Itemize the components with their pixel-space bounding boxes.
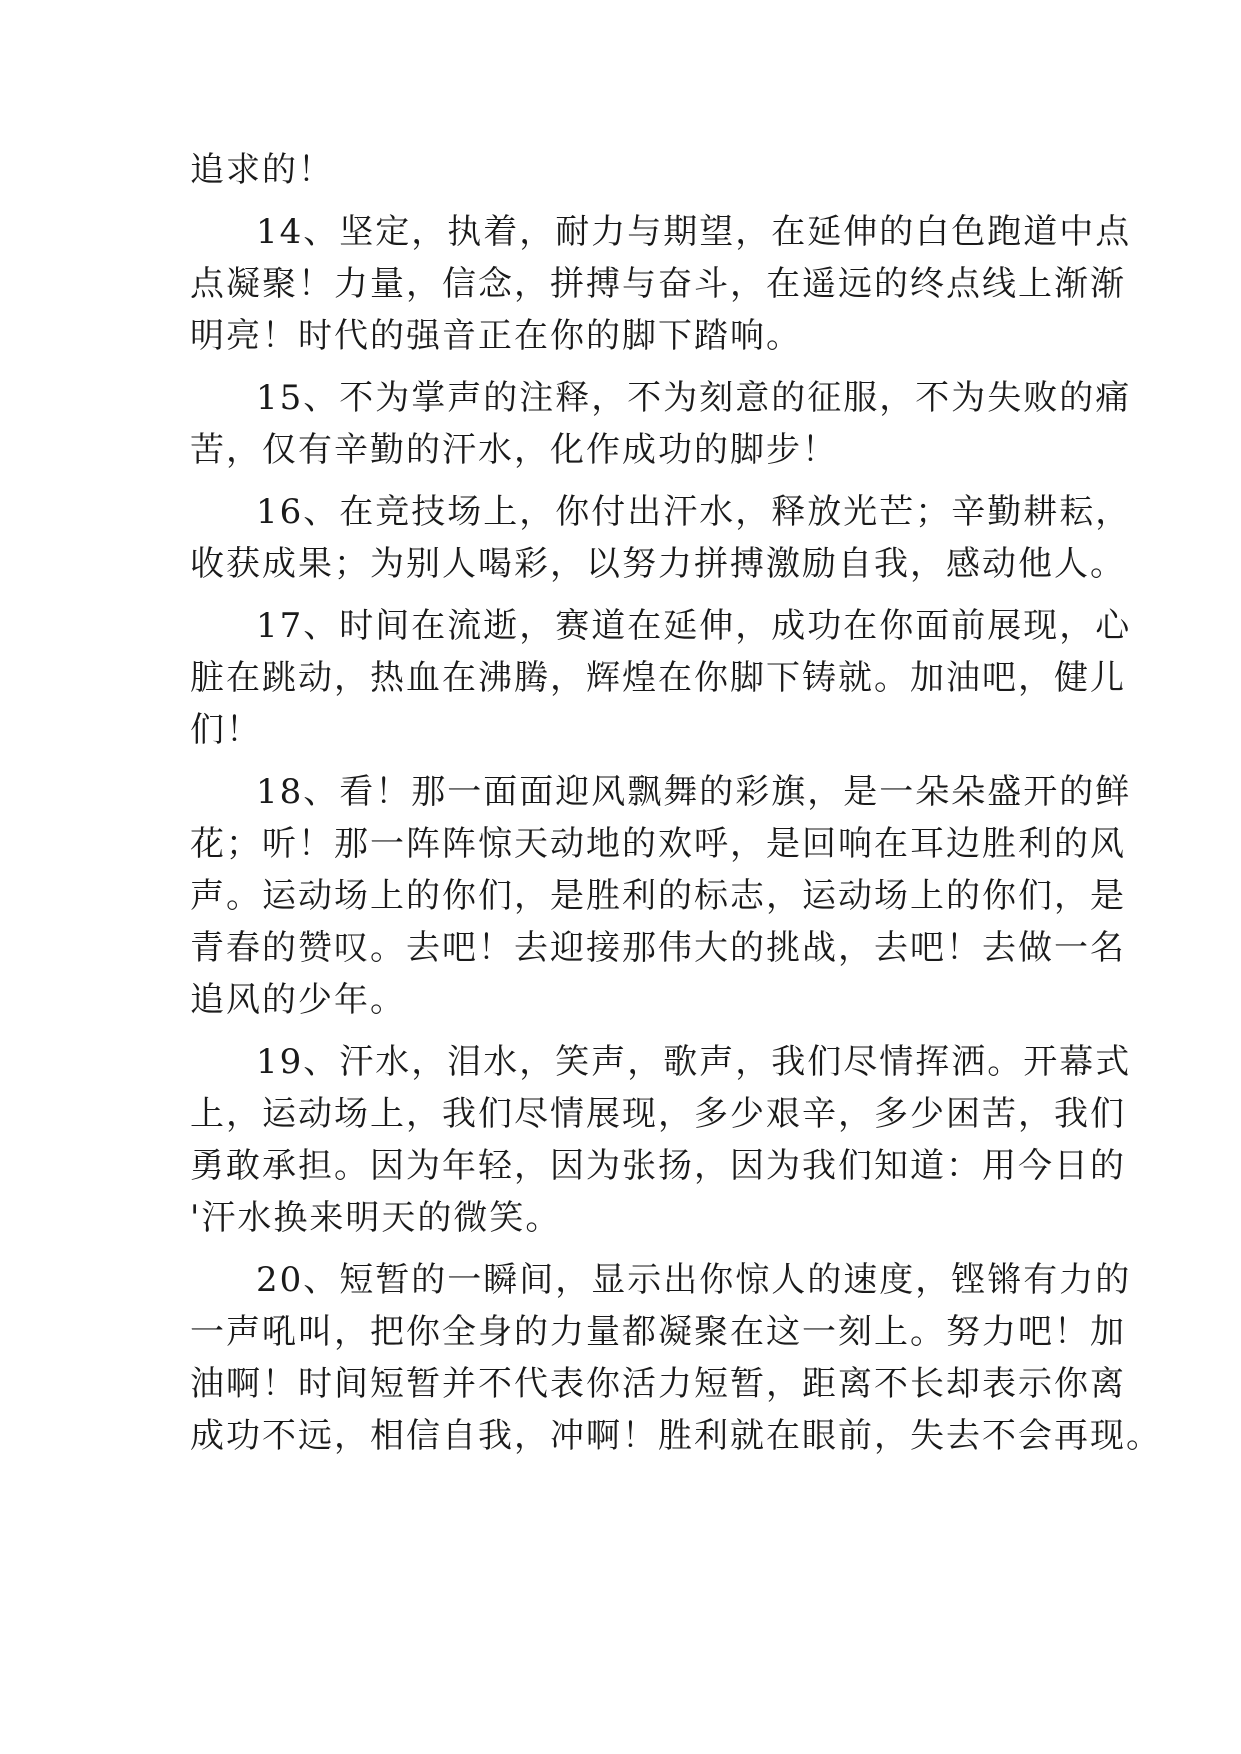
paragraph-19-line: 上，运动场上，我们尽情展现，多少艰辛，多少困苦，我们	[190, 1094, 1126, 1134]
paragraph-20-line: 成功不远，相信自我，冲啊！胜利就在眼前，失去不会再现。	[190, 1416, 1162, 1456]
paragraph-16-line: 收获成果；为别人喝彩，以努力拼搏激励自我，感动他人。	[190, 544, 1126, 584]
paragraph-16-line: 16、在竞技场上，你付出汗水，释放光芒；辛勤耕耘，	[256, 492, 1132, 532]
text-line: 追求的！	[190, 150, 334, 190]
paragraph-17-line: 17、时间在流逝，赛道在延伸，成功在你面前展现，心	[256, 606, 1132, 646]
paragraph-17-line: 脏在跳动，热血在沸腾，辉煌在你脚下铸就。加油吧，健儿	[190, 658, 1126, 698]
paragraph-18-line: 声。运动场上的你们，是胜利的标志，运动场上的你们，是	[190, 876, 1126, 916]
paragraph-14-line: 点凝聚！力量，信念，拼搏与奋斗，在遥远的终点线上渐渐	[190, 264, 1126, 304]
paragraph-20-line: 油啊！时间短暂并不代表你活力短暂，距离不长却表示你离	[190, 1364, 1126, 1404]
paragraph-14-line: 明亮！时代的强音正在你的脚下踏响。	[190, 316, 802, 356]
paragraph-15-line: 15、不为掌声的注释，不为刻意的征服，不为失败的痛	[256, 378, 1132, 418]
paragraph-18-line: 青春的赞叹。去吧！去迎接那伟大的挑战，去吧！去做一名	[190, 928, 1126, 968]
paragraph-18-line: 追风的少年。	[190, 980, 406, 1020]
paragraph-20-line: 20、短暂的一瞬间，显示出你惊人的速度，铿锵有力的	[256, 1260, 1132, 1300]
paragraph-14-line: 14、坚定，执着，耐力与期望，在延伸的白色跑道中点	[256, 212, 1132, 252]
paragraph-19-line: '汗水换来明天的微笑。	[190, 1198, 562, 1238]
paragraph-17-line: 们！	[190, 710, 262, 750]
paragraph-18-line: 花；听！那一阵阵惊天动地的欢呼，是回响在耳边胜利的风	[190, 824, 1126, 864]
paragraph-19-line: 勇敢承担。因为年轻，因为张扬，因为我们知道：用今日的	[190, 1146, 1126, 1186]
paragraph-15-line: 苦，仅有辛勤的汗水，化作成功的脚步！	[190, 430, 838, 470]
paragraph-18-line: 18、看！那一面面迎风飘舞的彩旗，是一朵朵盛开的鲜	[256, 772, 1132, 812]
paragraph-20-line: 一声吼叫，把你全身的力量都凝聚在这一刻上。努力吧！加	[190, 1312, 1126, 1352]
paragraph-19-line: 19、汗水，泪水，笑声，歌声，我们尽情挥洒。开幕式	[256, 1042, 1132, 1082]
